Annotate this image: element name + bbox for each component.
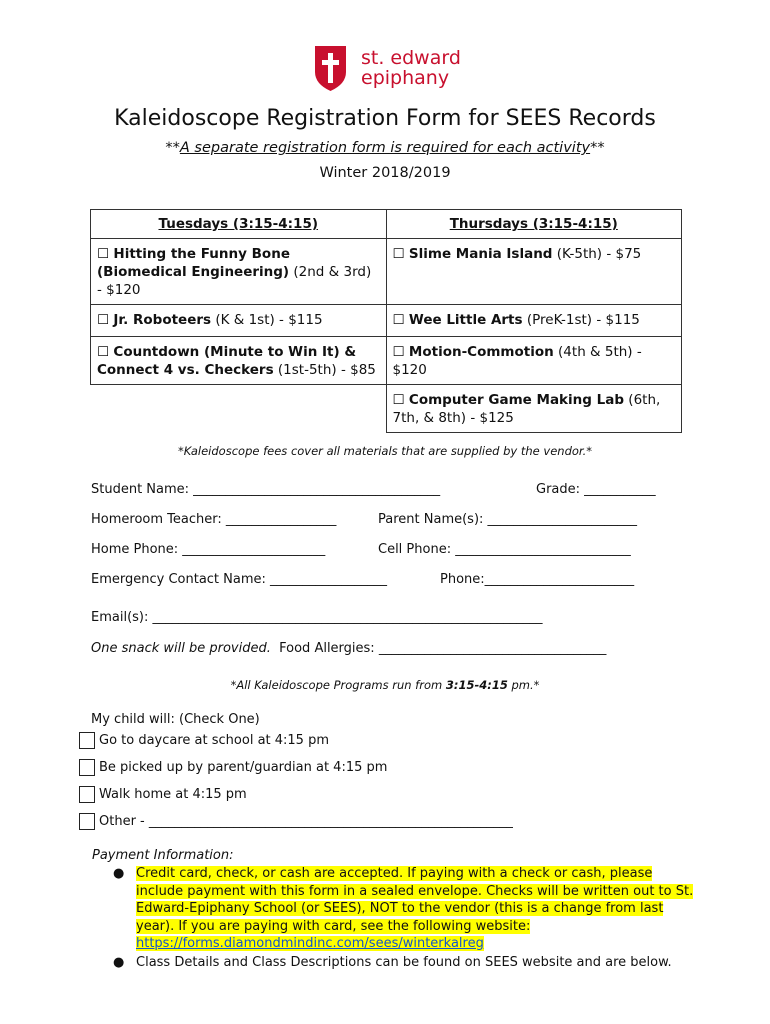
- homeroom-teacher-field[interactable]: Homeroom Teacher: _________________: [91, 512, 337, 527]
- option-other[interactable]: Other - ________________________________________________________: [79, 813, 513, 830]
- payment-heading: Payment Information:: [92, 848, 234, 863]
- child-will-label: My child will: (Check One): [91, 712, 260, 727]
- activity-cell[interactable]: ☐ Computer Game Making Lab (6th, 7th, & 8th) - $125: [386, 385, 682, 433]
- activity-cell[interactable]: ☐ Countdown (Minute to Win It) & Connect 4 vs. Checkers (1st-5th) - $85: [91, 337, 387, 385]
- option-daycare[interactable]: Go to daycare at school at 4:15 pm: [79, 732, 329, 749]
- checkbox-icon[interactable]: ☐: [392, 246, 405, 262]
- empty-cell: [91, 385, 387, 433]
- logo-wordmark: [361, 48, 461, 88]
- logo-line2: epiphany: [361, 67, 450, 89]
- checkbox-icon[interactable]: ☐: [392, 344, 405, 360]
- grade-field[interactable]: Grade: ___________: [536, 482, 656, 497]
- activity-cell[interactable]: ☐ Jr. Roboteers (K & 1st) - $115: [91, 305, 387, 337]
- checkbox-icon[interactable]: ☐: [97, 312, 110, 328]
- bullet-icon: ●: [113, 955, 125, 970]
- checkbox-icon[interactable]: ☐: [392, 312, 405, 328]
- cell-phone-field[interactable]: Cell Phone: ___________________________: [378, 542, 631, 557]
- logo-line1: st. edward: [361, 47, 461, 69]
- checkbox-icon[interactable]: ☐: [97, 246, 110, 262]
- payment-item-1: Credit card, check, or cash are accepted. If paying with a check or cash, please include payment with this form in a sealed envelope. Checks will be written out to St. Edward-Epiphany School (or SEES), NOT to the vendor (this is a change from last year). If you are paying with card, see the following website: https://forms.diamondmindinc.com/sees/winterkalreg: [136, 866, 694, 951]
- checkbox-icon[interactable]: [79, 786, 95, 803]
- registration-link[interactable]: https://forms.diamondmindinc.com/sees/winterkalreg: [136, 936, 484, 951]
- form-title: Kaleidoscope Registration Form for SEES Records: [114, 106, 656, 131]
- emergency-phone-field[interactable]: Phone:_______________________: [440, 572, 635, 587]
- tuesday-header: Tuesdays (3:15-4:15): [91, 210, 387, 239]
- thursday-header: Thursdays (3:15-4:15): [386, 210, 682, 239]
- activity-cell[interactable]: ☐ Hitting the Funny Bone (Biomedical Engineering) (2nd & 3rd) - $120: [91, 239, 387, 305]
- season-label: Winter 2018/2019: [319, 165, 451, 181]
- payment-item-2: Class Details and Class Descriptions can be found on SEES website and are below.: [136, 955, 672, 970]
- activity-table: [90, 209, 682, 433]
- activity-cell[interactable]: ☐ Motion-Commotion (4th & 5th) - $120: [386, 337, 682, 385]
- bullet-icon: ●: [113, 866, 125, 881]
- checkbox-icon[interactable]: [79, 759, 95, 776]
- activity-cell[interactable]: ☐ Wee Little Arts (PreK-1st) - $115: [386, 305, 682, 337]
- shield-logo-icon: [313, 44, 348, 92]
- food-allergies-field[interactable]: One snack will be provided. Food Allergies: ___________________________________: [91, 641, 607, 656]
- activity-cell[interactable]: ☐ Slime Mania Island (K-5th) - $75: [386, 239, 682, 305]
- form-subtitle: **A separate registration form is required for each activity**: [165, 140, 605, 156]
- parent-name-field[interactable]: Parent Name(s): _______________________: [378, 512, 638, 527]
- emergency-contact-field[interactable]: Emergency Contact Name: __________________: [91, 572, 388, 587]
- home-phone-field[interactable]: Home Phone: ______________________: [91, 542, 326, 557]
- checkbox-icon[interactable]: [79, 732, 95, 749]
- student-name-field[interactable]: Student Name: ______________________________________: [91, 482, 441, 497]
- email-field[interactable]: Email(s): ____________________________________________________________: [91, 610, 543, 625]
- option-pickup[interactable]: Be picked up by parent/guardian at 4:15 pm: [79, 759, 387, 776]
- checkbox-icon[interactable]: ☐: [97, 344, 110, 360]
- option-walk-home[interactable]: Walk home at 4:15 pm: [79, 786, 247, 803]
- checkbox-icon[interactable]: [79, 813, 95, 830]
- fees-note: *Kaleidoscope fees cover all materials that are supplied by the vendor.*: [177, 444, 592, 458]
- checkbox-icon[interactable]: ☐: [392, 392, 405, 408]
- programs-note: *All Kaleidoscope Programs run from 3:15-4:15 pm.*: [230, 678, 540, 692]
